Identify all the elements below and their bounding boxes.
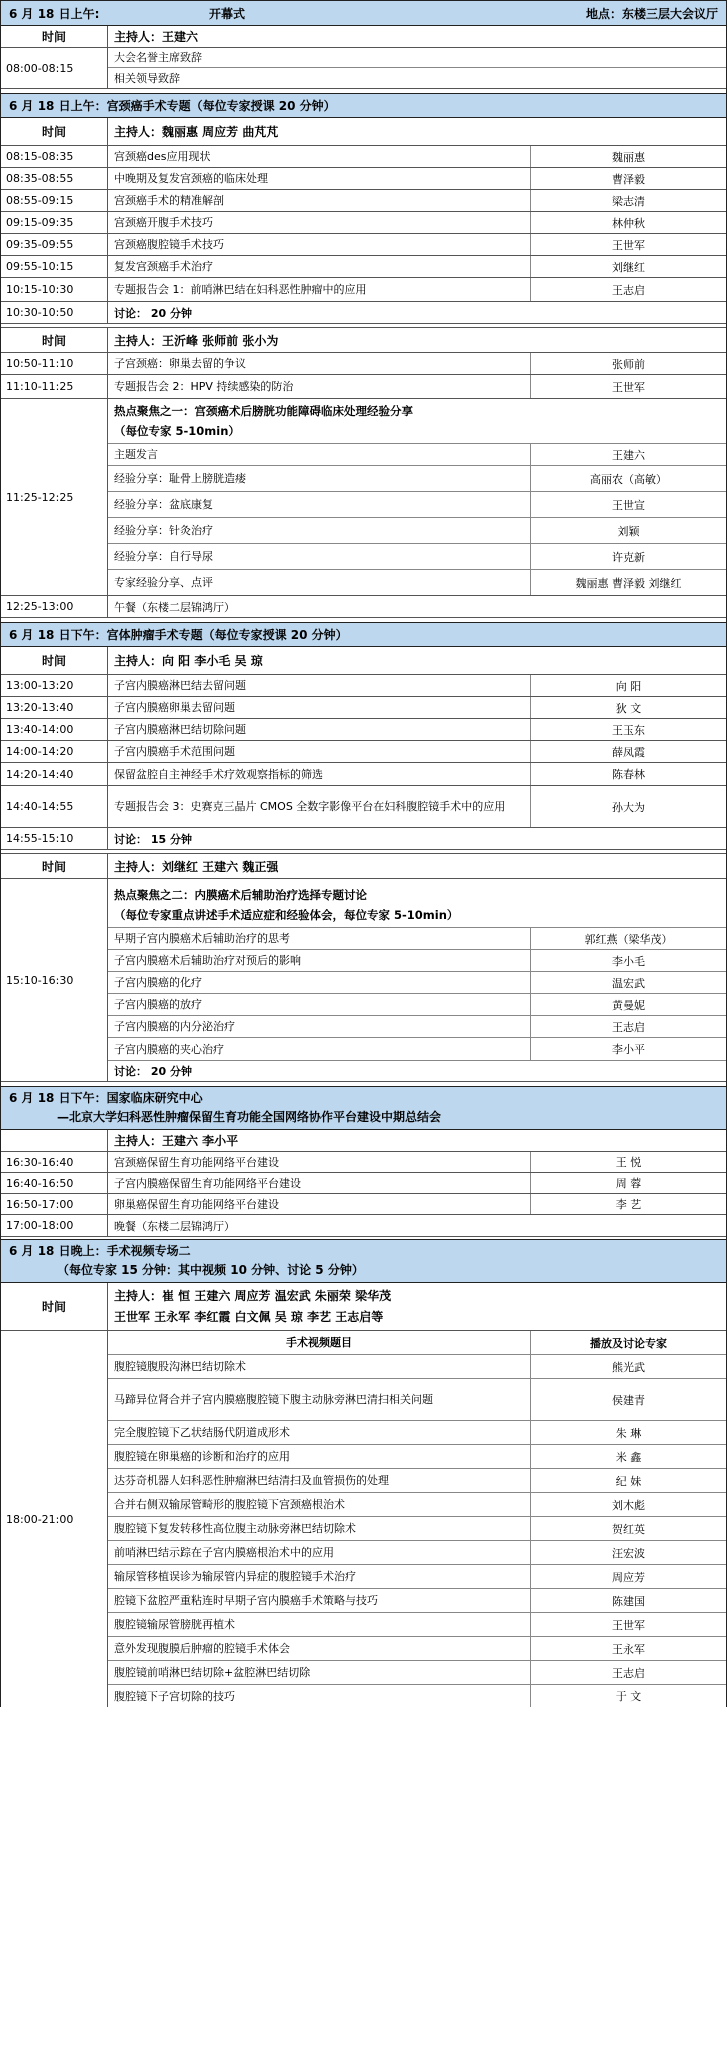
speaker-text: 温宏武 (612, 976, 645, 990)
topic-text: 宫颈癌手术的精准解剖 (108, 190, 531, 211)
speaker-text: 贺红英 (612, 1522, 645, 1536)
time-column-header: 时间 (1, 328, 108, 352)
time-cell: 09:35-09:55 (1, 234, 108, 255)
speaker-text: 王志启 (612, 283, 645, 297)
topic-text: 子宫内膜癌卵巢去留问题 (108, 697, 531, 718)
speaker-text: 魏丽惠 曹泽毅 刘继红 (575, 576, 682, 590)
table-row (1, 1152, 726, 1173)
section-date: 6 月 18 日上午: (9, 6, 100, 21)
time-cell: 11:25-12:25 (1, 399, 108, 595)
video-speaker-header: 播放及讨论专家 (590, 1336, 667, 1350)
table-row (1, 697, 726, 719)
topic-text: 相关领导致辞 (114, 71, 180, 85)
speaker-text: 侯建青 (612, 1393, 645, 1407)
time-column-header: 时间 (1, 854, 108, 878)
section-header-videos (1, 1239, 726, 1283)
speaker-text: 王志启 (612, 1666, 645, 1680)
host-text: 主持人：王建六 (114, 30, 199, 44)
table-row (1, 234, 726, 256)
list-item (108, 994, 726, 1016)
list-item (108, 1469, 726, 1493)
speaker-text: 郭红燕（梁华茂） (584, 932, 673, 946)
list-item (108, 68, 726, 88)
speaker-text: 朱 琳 (615, 1426, 642, 1440)
discussion-text: 讨论： 20 分钟 (114, 1065, 192, 1078)
hot-topic-block-2 (1, 879, 726, 1082)
list-item (108, 1493, 726, 1517)
speaker-text: 曹泽毅 (612, 172, 645, 186)
topic-text: 卵巢癌保留生育功能网络平台建设 (108, 1194, 531, 1214)
speaker-text: 熊光武 (612, 1360, 645, 1374)
speaker-text: 李 艺 (615, 1198, 642, 1211)
section-header-cervical (1, 93, 726, 118)
hot-topic-note: （每位专家 5-10min） (114, 424, 240, 438)
topic-text: 经验分享：耻骨上膀胱造瘘 (108, 466, 531, 491)
time-column-header: 时间 (1, 647, 108, 674)
video-block (1, 1331, 726, 1707)
list-item (108, 1038, 726, 1060)
speaker-text: 薛凤霞 (612, 745, 645, 759)
list-item (108, 1445, 726, 1469)
topic-text: 腹腔镜下复发转移性高位腹主动脉旁淋巴结切除术 (108, 1517, 531, 1540)
time-cell: 13:20-13:40 (1, 697, 108, 718)
topic-text: 经验分享：自行导尿 (108, 544, 531, 569)
list-item (108, 466, 726, 492)
host-text: 主持人：王沂峰 张师前 张小为 (114, 333, 279, 348)
speaker-text: 李小毛 (612, 954, 645, 968)
host-text: 主持人：崔 恒 王建六 周应芳 温宏武 朱丽荣 梁华茂 (114, 1288, 392, 1303)
discussion-text: 讨论： 20 分钟 (114, 306, 192, 320)
topic-text: 保留盆腔自主神经手术疗效观察指标的筛选 (108, 763, 531, 785)
table-row (1, 719, 726, 741)
time-cell: 09:55-10:15 (1, 256, 108, 277)
topic-text: 腹腔镜前哨淋巴结切除+盆腔淋巴结切除 (108, 1661, 531, 1684)
table-row (1, 146, 726, 168)
speaker-text: 刘木彪 (612, 1498, 645, 1512)
speaker-text: 李小平 (612, 1043, 645, 1056)
time-column-header: 时间 (1, 1283, 108, 1330)
dinner-text: 晚餐（东楼二层锦鸿厅） (114, 1219, 235, 1233)
topic-text: 专家经验分享、点评 (108, 570, 531, 595)
topic-text: 子宫内膜癌的化疗 (108, 972, 531, 993)
time-cell: 13:40-14:00 (1, 719, 108, 740)
speaker-text: 梁志清 (612, 194, 645, 208)
list-item (108, 1541, 726, 1565)
discussion-row (1, 828, 726, 850)
host-text: 主持人：王建六 李小平 (114, 1134, 239, 1148)
speaker-text: 于 文 (615, 1690, 642, 1703)
topic-text: 腹腔镜在卵巢癌的诊断和治疗的应用 (108, 1445, 531, 1468)
dinner-row (1, 1215, 726, 1237)
hot-topic-discussion (108, 1060, 726, 1081)
time-cell: 15:10-16:30 (1, 879, 108, 1081)
table-row (1, 741, 726, 763)
host-row (1, 118, 726, 146)
topic-text: 前哨淋巴结示踪在子宫内膜癌根治术中的应用 (108, 1541, 531, 1564)
opening-block (1, 48, 726, 89)
section-title: 开幕式 (209, 6, 246, 21)
section-header-opening (1, 1, 726, 26)
speaker-text: 林仲秋 (612, 216, 645, 230)
host-row (1, 26, 726, 48)
list-item (108, 1589, 726, 1613)
section-header-uterine (1, 622, 726, 647)
lunch-text: 午餐（东楼二层锦鸿厅） (114, 600, 235, 614)
table-row (1, 1173, 726, 1194)
speaker-text: 纪 妹 (615, 1474, 642, 1488)
time-cell: 08:00-08:15 (1, 48, 108, 88)
table-row (1, 675, 726, 697)
host-text: 主持人：向 阳 李小毛 吴 琼 (114, 654, 263, 668)
list-item (108, 1016, 726, 1038)
speaker-text: 王永军 (612, 1642, 645, 1656)
time-cell: 11:10-11:25 (1, 375, 108, 398)
list-item (108, 570, 726, 595)
topic-text: 达芬奇机器人妇科恶性肿瘤淋巴结清扫及血管损伤的处理 (108, 1469, 531, 1492)
topic-text: 中晚期及复发宫颈癌的临床处理 (108, 168, 531, 189)
speaker-text: 刘颖 (617, 524, 640, 538)
speaker-text: 陈建国 (612, 1594, 645, 1608)
topic-text: 子宫内膜癌的内分泌治疗 (108, 1016, 531, 1037)
hot-topic-heading (108, 399, 726, 444)
topic-text: 子宫内膜癌术后辅助治疗对预后的影响 (108, 950, 531, 971)
topic-text: 子宫颈癌：卵巢去留的争议 (108, 353, 531, 374)
topic-text: 早期子宫内膜癌术后辅助治疗的思考 (108, 928, 531, 949)
list-item (108, 928, 726, 950)
time-cell: 14:20-14:40 (1, 763, 108, 785)
speaker-text: 孙大为 (612, 800, 645, 814)
section-title: 6 月 18 日晚上：手术视频专场二 (9, 1244, 191, 1258)
topic-text: 子宫内膜癌手术范围问题 (108, 741, 531, 762)
time-cell: 14:55-15:10 (1, 828, 108, 849)
lunch-row (1, 596, 726, 618)
time-column-header: 时间 (1, 26, 108, 47)
time-cell: 10:15-10:30 (1, 278, 108, 301)
time-cell: 10:50-11:10 (1, 353, 108, 374)
section-title: 6 月 18 日上午：宫颈癌手术专题（每位专家授课 20 分钟） (9, 99, 336, 113)
topic-text: 马蹄异位肾合并子宫内膜癌腹腔镜下腹主动脉旁淋巴清扫相关问题 (108, 1379, 531, 1420)
topic-text: 经验分享：针灸治疗 (108, 518, 531, 543)
list-item (108, 1661, 726, 1685)
topic-text: 完全腹腔镜下乙状结肠代阴道成形术 (108, 1421, 531, 1444)
speaker-text: 米 鑫 (615, 1450, 642, 1464)
table-row (1, 256, 726, 278)
video-topic-header: 手术视频题目 (108, 1331, 531, 1354)
hot-topic-title: 热点聚焦之二：内膜癌术后辅助治疗选择专题讨论 (114, 888, 367, 902)
list-item (108, 1637, 726, 1661)
topic-text: 腹腔镜下子宫切除的技巧 (108, 1685, 531, 1707)
topic-text: 复发宫颈癌手术治疗 (108, 256, 531, 277)
table-row (1, 763, 726, 786)
topic-text: 经验分享：盆底康复 (108, 492, 531, 517)
topic-text: 输尿管移植误诊为输尿管内异症的腹腔镜手术治疗 (108, 1565, 531, 1588)
host-row (1, 647, 726, 675)
hot-topic-block-1 (1, 399, 726, 596)
table-row (1, 375, 726, 399)
topic-text: 宫颈癌保留生育功能网络平台建设 (108, 1152, 531, 1172)
topic-text: 子宫内膜癌保留生育功能网络平台建设 (108, 1173, 531, 1193)
topic-text: 专题报告会 3：史赛克三晶片 CMOS 全数字影像平台在妇科腹腔镜手术中的应用 (108, 786, 531, 827)
speaker-text: 王世军 (612, 1618, 645, 1632)
topic-text: 宫颈癌腹腔镜手术技巧 (108, 234, 531, 255)
speaker-text: 高丽农（高敏） (590, 472, 667, 486)
speaker-text: 黄曼妮 (612, 998, 645, 1012)
host-text: 主持人：刘继红 王建六 魏正强 (114, 859, 279, 874)
table-row (1, 786, 726, 828)
topic-text: 专题报告会 2：HPV 持续感染的防治 (108, 375, 531, 398)
time-column-header: 时间 (1, 118, 108, 145)
section-subtitle: —北京大学妇科恶性肿瘤保留生育功能全国网络协作平台建设中期总结会 (57, 1110, 442, 1124)
list-item (108, 444, 726, 466)
host-text-2: 王世军 王永军 李红霞 白文佩 吴 琼 李艺 王志启等 (114, 1309, 384, 1324)
time-cell: 16:50-17:00 (1, 1194, 108, 1214)
speaker-text: 汪宏波 (612, 1546, 645, 1560)
list-item (108, 1565, 726, 1589)
speaker-text: 魏丽惠 (612, 150, 645, 164)
host-row (1, 327, 726, 353)
table-row (1, 168, 726, 190)
topic-text: 大会名誉主席致辞 (114, 51, 202, 64)
speaker-text: 周 蓉 (615, 1177, 642, 1190)
speaker-text: 向 阳 (615, 679, 642, 693)
topic-text: 专题报告会 1：前哨淋巴结在妇科恶性肿瘤中的应用 (108, 278, 531, 301)
list-item (108, 1685, 726, 1707)
list-item (108, 48, 726, 68)
hot-topic-title: 热点聚焦之一：宫颈癌术后膀胱功能障碍临床处理经验分享 (114, 404, 413, 418)
table-row (1, 1194, 726, 1215)
time-cell: 12:25-13:00 (1, 596, 108, 617)
section-header-research (1, 1086, 726, 1130)
section-title: 6 月 18 日下午：宫体肿瘤手术专题（每位专家授课 20 分钟） (9, 628, 348, 642)
topic-text: 宫颈癌des应用现状 (108, 146, 531, 167)
section-location: 地点：东楼三层大会议厅 (585, 6, 718, 21)
time-cell: 13:00-13:20 (1, 675, 108, 696)
host-text: 主持人：魏丽惠 周应芳 曲芃芃 (114, 125, 279, 139)
topic-text: 腔镜下盆腔严重粘连时早期子宫内膜癌手术策略与技巧 (108, 1589, 531, 1612)
speaker-text: 狄 文 (615, 701, 642, 715)
time-cell: 14:00-14:20 (1, 741, 108, 762)
time-cell: 08:15-08:35 (1, 146, 108, 167)
video-table-header (108, 1331, 726, 1355)
speaker-text: 王世宣 (612, 498, 645, 512)
section-title: 6 月 18 日下午：国家临床研究中心 (9, 1091, 203, 1105)
discussion-row (1, 302, 726, 324)
topic-text: 子宫内膜癌的夹心治疗 (108, 1038, 531, 1060)
list-item (108, 972, 726, 994)
time-cell: 17:00-18:00 (1, 1215, 108, 1236)
table-row (1, 212, 726, 234)
speaker-text: 王世军 (612, 380, 645, 394)
list-item (108, 1355, 726, 1379)
topic-text: 子宫内膜癌的放疗 (108, 994, 531, 1015)
topic-text: 子宫内膜癌淋巴结去留问题 (108, 675, 531, 696)
host-row (1, 1130, 726, 1152)
speaker-text: 王玉东 (612, 723, 645, 737)
host-row (1, 1283, 726, 1331)
list-item (108, 1613, 726, 1637)
speaker-text: 王世军 (612, 238, 645, 252)
topic-text: 宫颈癌开腹手术技巧 (108, 212, 531, 233)
table-row (1, 190, 726, 212)
topic-text: 合并右侧双输尿管畸形的腹腔镜下宫颈癌根治术 (108, 1493, 531, 1516)
list-item (108, 1421, 726, 1445)
speaker-text: 王志启 (612, 1020, 645, 1034)
table-row (1, 278, 726, 302)
topic-text: 腹腔镜输尿管膀胱再植术 (108, 1613, 531, 1636)
speaker-text: 周应芳 (612, 1570, 645, 1584)
topic-text: 子宫内膜癌淋巴结切除问题 (108, 719, 531, 740)
section-subtitle: （每位专家 15 分钟：其中视频 10 分钟、讨论 5 分钟） (57, 1263, 364, 1277)
speaker-text: 张师前 (612, 357, 645, 371)
host-row (1, 853, 726, 879)
table-row (1, 353, 726, 375)
hot-topic-heading (108, 879, 726, 928)
list-item (108, 950, 726, 972)
speaker-text: 许克新 (612, 550, 645, 564)
topic-text: 意外发现腹膜后肿瘤的腔镜手术体会 (108, 1637, 531, 1660)
time-cell: 14:40-14:55 (1, 786, 108, 827)
list-item (108, 544, 726, 570)
list-item (108, 1379, 726, 1421)
time-cell: 10:30-10:50 (1, 302, 108, 323)
list-item (108, 492, 726, 518)
speaker-text: 王 悦 (615, 1156, 642, 1169)
speaker-text: 陈春林 (612, 768, 645, 781)
time-cell: 16:30-16:40 (1, 1152, 108, 1172)
speaker-text: 王建六 (612, 448, 645, 462)
time-cell: 16:40-16:50 (1, 1173, 108, 1193)
time-cell: 08:55-09:15 (1, 190, 108, 211)
topic-text: 腹腔镜腹股沟淋巴结切除术 (108, 1355, 531, 1378)
list-item (108, 1517, 726, 1541)
hot-topic-note: （每位专家重点讲述手术适应症和经验体会，每位专家 5-10min） (114, 908, 459, 922)
discussion-text: 讨论： 15 分钟 (114, 832, 192, 846)
time-cell: 18:00-21:00 (1, 1331, 108, 1707)
speaker-text: 刘继红 (612, 260, 645, 274)
time-cell: 09:15-09:35 (1, 212, 108, 233)
topic-text: 主题发言 (108, 444, 531, 465)
list-item (108, 518, 726, 544)
time-cell: 08:35-08:55 (1, 168, 108, 189)
